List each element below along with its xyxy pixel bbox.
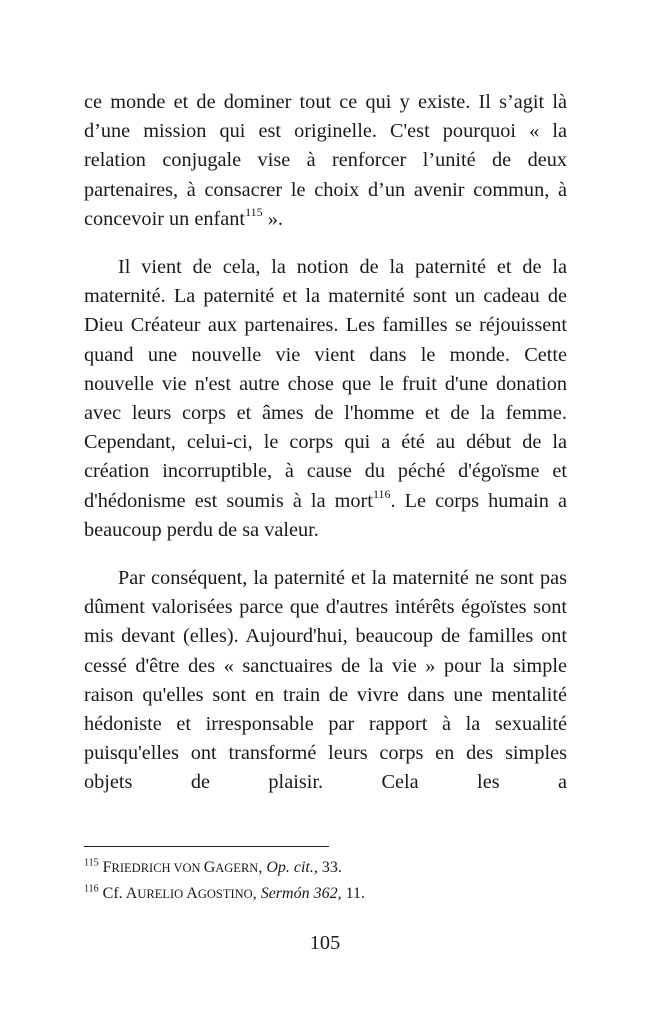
paragraph-1-text: ce monde et de dominer tout ce qui y existe. Il s’agit là d’une mission qui est originelle. C'est pourquoi « la relation conjugale vise à renforcer l’unité de deux partenaires, à consacrer le choix d’un avenir commun, à concevoir un enfant [84, 91, 567, 230]
footnote-author-initial: G [203, 859, 216, 876]
footnote-page: 33. [317, 859, 342, 876]
footnote-separator-text: , [252, 885, 261, 902]
footnote-separator [84, 846, 329, 847]
footnotes [84, 855, 574, 907]
footnote-title: Op. cit., [266, 859, 318, 876]
page-number: 105 [309, 932, 341, 954]
footnote-page: 11. [341, 885, 365, 902]
footnote-prefix: Cf. [102, 885, 126, 902]
paragraph-3-text: Par conséquent, la paternité et la maternité ne sont pas dûment valorisées parce que d'autres intérêts égoïstes sont mis devant (elles). Aujourd'hui, beaucoup de familles ont cessé d'être des « sanctuaires de la vie » pour la simple raison qu'elles sont en train de vivre dans une mentalité hédoniste et irresponsable par rapport à la sexualité puisqu'elles ont transformé leurs corps en des simples objets de plaisir. Cela les a [84, 567, 567, 794]
paragraph-2-text: Il vient de cela, la notion de la paternité et de la maternité. La paternité et la maternité sont un cadeau de Dieu Créateur aux partenaires. Les familles se réjouissent quand une nouvelle vie vient dans le monde. Cette nouvelle vie n'est autre chose que le fruit d'une donation avec leurs corps et âmes de l'homme et de la femme. Cependant, celui-ci, le corps qui a été au début de la création incorruptible, à cause du péché d'égoïsme et d'hédonisme est soumis à la mort [84, 256, 567, 512]
footnote-author-smallcaps: GOSTINO [197, 887, 253, 901]
paragraph-2 [84, 253, 567, 545]
footnote-115 [84, 855, 574, 881]
paragraph-2-tail: . Le corps humain a beaucoup perdu de sa valeur. [84, 489, 568, 541]
paragraph-1-tail: ». [262, 207, 283, 230]
footnote-author-smallcaps: RIEDRICH VON [111, 861, 204, 875]
footnote-author-initial: A [186, 885, 198, 902]
footnote-title: Sermón 362, [260, 885, 342, 902]
footnote-author-initial: A [125, 885, 138, 902]
footnote-separator-text: , [258, 859, 267, 876]
main-text [84, 88, 567, 798]
footnote-author-smallcaps: URELIO [137, 887, 187, 901]
footnote-ref-116: 116 [372, 486, 391, 501]
footnote-ref-115: 115 [245, 205, 263, 220]
footnote-author-initial: F [102, 859, 112, 876]
footnote-number: 116 [84, 883, 99, 895]
footnote-author-smallcaps: AGERN [215, 861, 259, 875]
footnote-number: 115 [84, 857, 99, 869]
footnote-116 [84, 881, 574, 907]
paragraph-3 [84, 564, 567, 798]
paragraph-1 [84, 88, 567, 234]
